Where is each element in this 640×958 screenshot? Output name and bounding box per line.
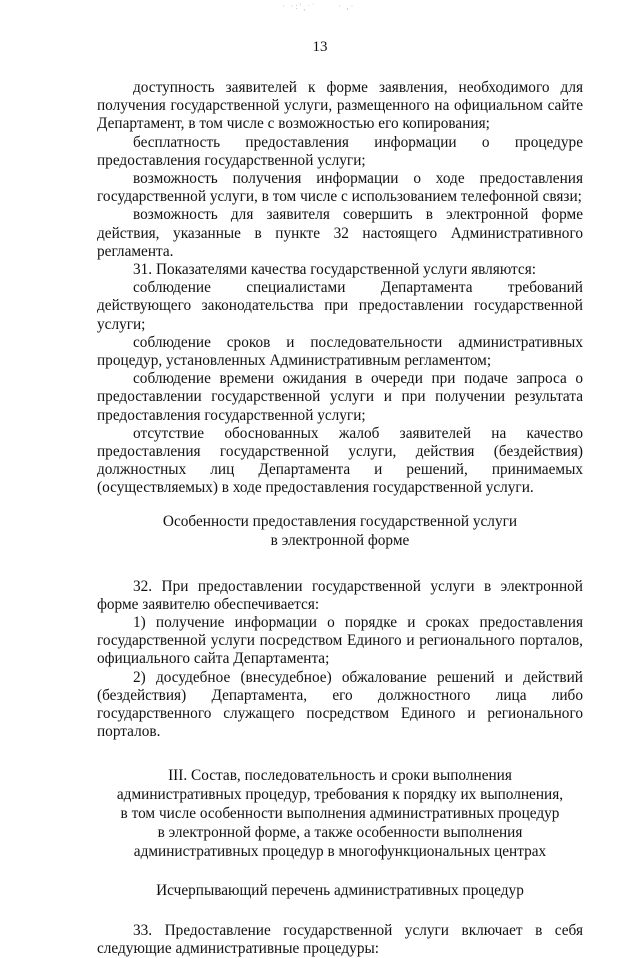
paragraph-item-31: 31. Показателями качества государственной услуги являются: xyxy=(133,261,536,279)
page-number: 13 xyxy=(312,39,328,55)
heading-line: III. Состав, последовательность и сроки выполнения xyxy=(168,766,512,784)
heading-line: Исчерпывающий перечень административных процедур xyxy=(156,881,524,899)
scan-artifact: · ·:'¸ˑ˙ xyxy=(282,2,317,11)
paragraph-waiting-time: соблюдение времени ожидания в очереди при подаче запроса о предоставлении государственной услуги и при получении результата предоставления государственной услуги; xyxy=(97,370,583,424)
heading-line: в том числе особенности выполнения административных процедур xyxy=(120,804,560,822)
heading-line: административных процедур в многофункциональных центрах xyxy=(133,842,547,860)
section-heading-electronic xyxy=(97,512,583,550)
paragraph-deadlines: соблюдение сроков и последовательности административных процедур, установленных Административным регламентом; xyxy=(97,333,583,370)
paragraph-electronic-actions: возможность для заявителя совершить в электронной форме действия, указанные в пункте 32 настоящего Административного регламента. xyxy=(97,206,583,260)
document-body xyxy=(97,79,583,958)
heading-line: административных процедур, требования к порядку их выполнения, xyxy=(116,785,564,803)
paragraph-legal-compliance: соблюдение специалистами Департамента требований действующего законодательства при предоставлении государственной услуги; xyxy=(97,279,583,333)
paragraph-free-info: бесплатность предоставления информации о процедуре предоставления государственной услуги; xyxy=(97,133,583,169)
paragraph-item-32-2: 2) досудебное (внесудебное) обжалование решений и действий (бездействия) Департамента, его должностного лица либо государственного служащего посредством Единого и регионального порталов. xyxy=(97,668,583,741)
paragraph-no-complaints: отсутствие обоснованных жалоб заявителей на качество предоставления государственной услуги, действия (бездействия) должностных лиц Департамента и решений, принимаемых (осуществляемых) в ходе предоставления государственной услуги. xyxy=(97,424,583,497)
heading-line: в электронной форме xyxy=(270,531,410,549)
paragraph-progress-info: возможность получения информации о ходе предоставления государственной услуги, в том числе с использованием телефонной связи; xyxy=(97,170,583,206)
chapter-heading-iii xyxy=(97,766,583,861)
paragraph-item-32-1: 1) получение информации о порядке и сроках предоставления государственной услуги посредством Единого и регионального порталов, официального сайта Департамента; xyxy=(97,614,583,668)
paragraph-item-32: 32. При предоставлении государственной услуги в электронной форме заявителю обеспечивается: xyxy=(97,577,583,613)
section-heading-procedures-list xyxy=(97,881,583,900)
heading-line: Особенности предоставления государственной услуги xyxy=(162,512,518,530)
scan-artifact: · ,· xyxy=(338,2,356,11)
heading-line: в электронной форме, а также особенности выполнения xyxy=(157,823,523,841)
paragraph-form-availability: доступность заявителей к форме заявления, необходимого для получения государственной услуги, размещенного на официальном сайте Департамент, в том числе с возможностью его копирования; xyxy=(97,79,583,133)
paragraph-item-33: 33. Предоставление государственной услуги включает в себя следующие административные процедуры: xyxy=(97,921,583,957)
